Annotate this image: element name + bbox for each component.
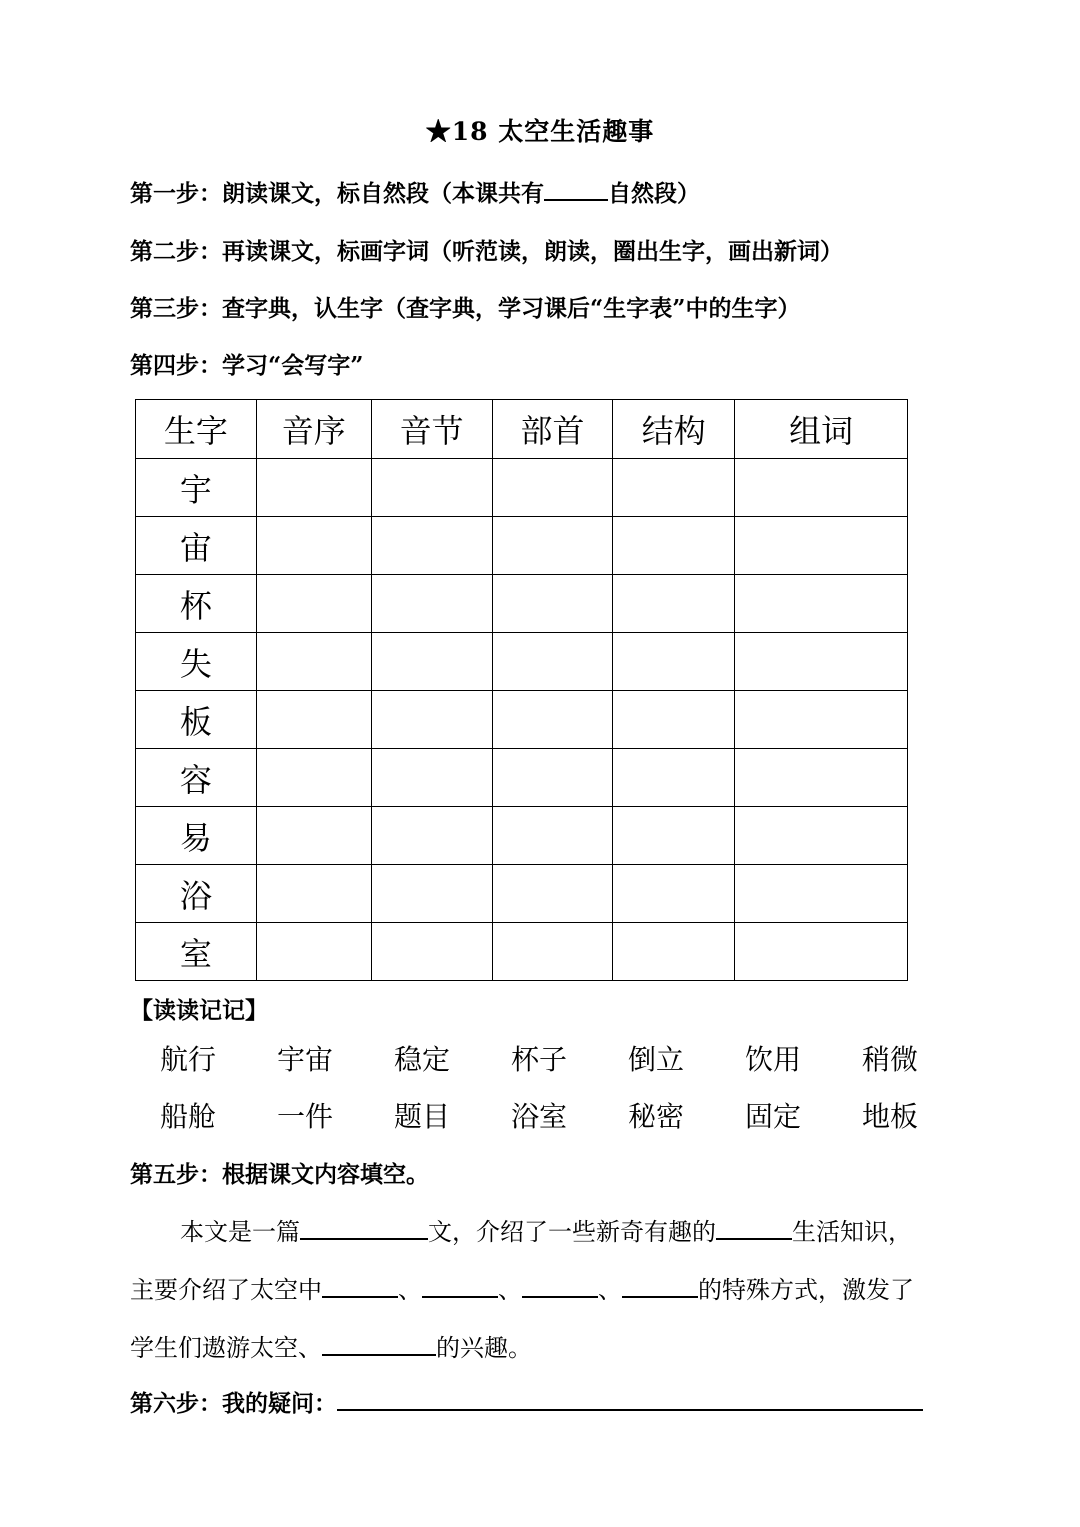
step-2: 第二步：再读课文，标画字词（听范读，朗读，圈出生字，画出新词） (130, 238, 843, 265)
syllable-cell[interactable] (371, 517, 492, 575)
table-row (136, 517, 908, 575)
initial-cell[interactable] (256, 807, 371, 865)
question-blank[interactable] (337, 1387, 923, 1411)
radical-cell[interactable] (492, 865, 613, 923)
word-item: 地板 (862, 1100, 919, 1133)
syllable-cell[interactable] (371, 575, 492, 633)
words-cell[interactable] (735, 575, 908, 633)
character-cell: 宇 (136, 459, 257, 517)
word-item: 秘密 (628, 1100, 685, 1133)
table-row (136, 923, 908, 981)
activity-blank-4[interactable] (622, 1274, 698, 1298)
character-cell: 容 (136, 749, 257, 807)
character-cell: 浴 (136, 865, 257, 923)
words-cell[interactable] (735, 865, 908, 923)
table-row (136, 865, 908, 923)
header-initial: 音序 (256, 400, 371, 459)
radical-cell[interactable] (492, 517, 613, 575)
word-item: 航行 (160, 1043, 217, 1076)
word-item: 题目 (394, 1100, 451, 1133)
character-cell: 易 (136, 807, 257, 865)
word-item: 船舱 (160, 1100, 217, 1133)
initial-cell[interactable] (256, 749, 371, 807)
words-cell[interactable] (735, 691, 908, 749)
structure-cell[interactable] (613, 633, 735, 691)
table-row (136, 633, 908, 691)
initial-cell[interactable] (256, 633, 371, 691)
syllable-cell[interactable] (371, 865, 492, 923)
header-character: 生字 (136, 400, 257, 459)
fill-line-1 (180, 1212, 912, 1247)
character-cell: 宙 (136, 517, 257, 575)
word-item: 一件 (277, 1100, 334, 1133)
fill-text: 学生们遨游太空、 (130, 1334, 322, 1362)
structure-cell[interactable] (613, 517, 735, 575)
header-syllable: 音节 (371, 400, 492, 459)
fill-line-2 (130, 1270, 914, 1305)
table-row (136, 691, 908, 749)
structure-cell[interactable] (613, 807, 735, 865)
syllable-cell[interactable] (371, 691, 492, 749)
fill-line-3 (130, 1328, 532, 1363)
table-row (136, 575, 908, 633)
initial-cell[interactable] (256, 923, 371, 981)
structure-cell[interactable] (613, 691, 735, 749)
initial-cell[interactable] (256, 865, 371, 923)
word-item: 杯子 (511, 1043, 568, 1076)
words-cell[interactable] (735, 749, 908, 807)
syllable-cell[interactable] (371, 923, 492, 981)
radical-cell[interactable] (492, 749, 613, 807)
word-item: 浴室 (511, 1100, 568, 1133)
radical-cell[interactable] (492, 459, 613, 517)
initial-cell[interactable] (256, 575, 371, 633)
radical-cell[interactable] (492, 633, 613, 691)
initial-cell[interactable] (256, 691, 371, 749)
step-6-text: 第六步：我的疑问： (130, 1390, 337, 1417)
header-radical: 部首 (492, 400, 613, 459)
structure-cell[interactable] (613, 749, 735, 807)
structure-cell[interactable] (613, 459, 735, 517)
structure-cell[interactable] (613, 575, 735, 633)
initial-cell[interactable] (256, 517, 371, 575)
words-cell[interactable] (735, 633, 908, 691)
word-item: 饮用 (745, 1043, 802, 1076)
table-row (136, 807, 908, 865)
syllable-cell[interactable] (371, 807, 492, 865)
radical-cell[interactable] (492, 923, 613, 981)
table-row (136, 749, 908, 807)
words-cell[interactable] (735, 807, 908, 865)
genre-blank[interactable] (300, 1216, 428, 1240)
word-item: 固定 (745, 1100, 802, 1133)
word-item: 倒立 (628, 1043, 685, 1076)
interest-blank[interactable] (322, 1332, 436, 1356)
structure-cell[interactable] (613, 865, 735, 923)
step-4: 第四步：学习“会写字” (130, 352, 364, 379)
word-item: 稍微 (862, 1043, 919, 1076)
fill-text: 本文是一篇 (180, 1218, 300, 1246)
fill-text: 的兴趣。 (436, 1334, 532, 1362)
step-5: 第五步：根据课文内容填空。 (130, 1161, 429, 1188)
activity-blank-2[interactable] (422, 1274, 498, 1298)
step-1 (130, 175, 700, 208)
character-table (135, 399, 908, 981)
step-1-text-end: 自然段） (608, 180, 700, 207)
reading-section-label: 【读读记记】 (130, 997, 268, 1024)
fill-separator: 、 (598, 1276, 622, 1304)
step-1-text: 第一步：朗读课文，标自然段（本课共有 (130, 180, 544, 207)
step-3: 第三步：查字典，认生字（查字典，学习课后“生字表”中的生字） (130, 295, 801, 322)
radical-cell[interactable] (492, 807, 613, 865)
words-cell[interactable] (735, 459, 908, 517)
character-cell: 室 (136, 923, 257, 981)
syllable-cell[interactable] (371, 749, 492, 807)
radical-cell[interactable] (492, 691, 613, 749)
table-header-row (136, 400, 908, 459)
fill-separator: 、 (398, 1276, 422, 1304)
page-title: ★18 太空生活趣事 (425, 117, 655, 146)
words-cell[interactable] (735, 923, 908, 981)
fill-text: 的特殊方式，激发了 (698, 1276, 914, 1304)
syllable-cell[interactable] (371, 459, 492, 517)
radical-cell[interactable] (492, 575, 613, 633)
word-row-1 (160, 1038, 960, 1078)
activity-blank-1[interactable] (322, 1274, 398, 1298)
syllable-cell[interactable] (371, 633, 492, 691)
fill-separator: 、 (498, 1276, 522, 1304)
fill-text: 生活知识， (792, 1218, 912, 1246)
table-row (136, 459, 908, 517)
character-cell: 失 (136, 633, 257, 691)
paragraph-count-blank[interactable] (544, 177, 608, 201)
fill-text: 文，介绍了一些新奇有趣的 (428, 1218, 716, 1246)
header-structure: 结构 (613, 400, 735, 459)
word-item: 宇宙 (277, 1043, 334, 1076)
word-item: 稳定 (394, 1043, 451, 1076)
fill-text: 主要介绍了太空中 (130, 1276, 322, 1304)
step-6 (130, 1385, 923, 1418)
topic-blank[interactable] (716, 1216, 792, 1240)
structure-cell[interactable] (613, 923, 735, 981)
character-cell: 板 (136, 691, 257, 749)
words-cell[interactable] (735, 517, 908, 575)
character-cell: 杯 (136, 575, 257, 633)
word-row-2 (160, 1095, 960, 1135)
header-words: 组词 (735, 400, 908, 459)
initial-cell[interactable] (256, 459, 371, 517)
activity-blank-3[interactable] (522, 1274, 598, 1298)
